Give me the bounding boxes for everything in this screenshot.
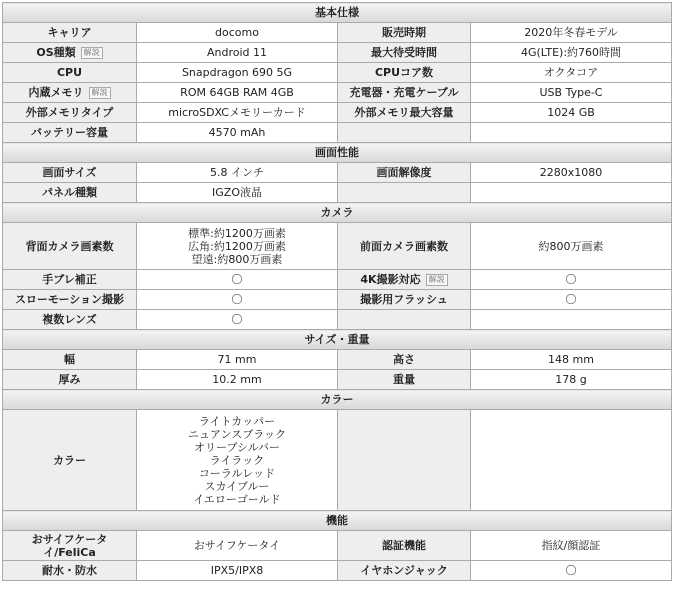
label: 認証機能 <box>338 531 471 561</box>
label: 手ブレ補正 <box>3 270 137 290</box>
value: 〇 <box>471 290 672 310</box>
section-header: カメラ <box>3 203 672 223</box>
label: 重量 <box>338 370 471 390</box>
section-header: 画面性能 <box>3 143 672 163</box>
value: docomo <box>137 23 338 43</box>
color-item: ライトカッパー <box>198 414 276 428</box>
value-line: 広角:約1200万画素 <box>188 239 286 253</box>
explain-badge[interactable]: 解説 <box>81 47 103 59</box>
value-line: 標準:約1200万画素 <box>188 226 286 240</box>
value: 〇 <box>471 270 672 290</box>
empty-cell <box>338 183 471 203</box>
label: 耐水・防水 <box>3 561 137 581</box>
label: キャリア <box>3 23 137 43</box>
label: バッテリー容量 <box>3 123 137 143</box>
value: 〇 <box>137 270 338 290</box>
value: microSDXCメモリーカード <box>137 103 338 123</box>
section-header: サイズ・重量 <box>3 330 672 350</box>
value: Snapdragon 690 5G <box>137 63 338 83</box>
empty-cell <box>471 183 672 203</box>
label-text: 内蔵メモリ <box>28 86 84 99</box>
value: Android 11 <box>137 43 338 63</box>
color-list <box>137 410 338 511</box>
value: IGZO液晶 <box>137 183 338 203</box>
label: スローモーション撮影 <box>3 290 137 310</box>
color-item: オリーブシルバー <box>194 440 280 454</box>
section-header: 基本仕様 <box>3 3 672 23</box>
value: 〇 <box>137 290 338 310</box>
value: 148 mm <box>471 350 672 370</box>
value: 1024 GB <box>471 103 672 123</box>
value: IPX5/IPX8 <box>137 561 338 581</box>
label <box>338 270 471 290</box>
value: 71 mm <box>137 350 338 370</box>
empty-cell <box>471 310 672 330</box>
value: おサイフケータイ <box>137 531 338 561</box>
value: 2280x1080 <box>471 163 672 183</box>
label: おサイフケータイ/FeliCa <box>3 531 137 561</box>
color-item: ライラック <box>209 453 265 467</box>
empty-cell <box>471 123 672 143</box>
value: 指紋/顔認証 <box>471 531 672 561</box>
label: 充電器・充電ケーブル <box>338 83 471 103</box>
label: イヤホンジャック <box>338 561 471 581</box>
label: 最大待受時間 <box>338 43 471 63</box>
spec-table <box>2 2 672 581</box>
label-text: OS種類 <box>36 46 76 59</box>
label: 画面解像度 <box>338 163 471 183</box>
label: 厚み <box>3 370 137 390</box>
label <box>3 83 137 103</box>
label: 幅 <box>3 350 137 370</box>
color-item: イエローゴールド <box>193 492 281 506</box>
label: 高さ <box>338 350 471 370</box>
value <box>137 223 338 270</box>
label: 販売時期 <box>338 23 471 43</box>
label: 外部メモリタイプ <box>3 103 137 123</box>
label <box>3 43 137 63</box>
label: CPU <box>3 63 137 83</box>
value: 〇 <box>137 310 338 330</box>
value: 約800万画素 <box>471 223 672 270</box>
label: 撮影用フラッシュ <box>338 290 471 310</box>
section-header: カラー <box>3 390 672 410</box>
empty-cell <box>471 410 672 511</box>
empty-cell <box>338 410 471 511</box>
empty-cell <box>338 310 471 330</box>
value: 〇 <box>471 561 672 581</box>
label: 外部メモリ最大容量 <box>338 103 471 123</box>
value: 5.8 インチ <box>137 163 338 183</box>
value: ROM 64GB RAM 4GB <box>137 83 338 103</box>
value: 4G(LTE):約760時間 <box>471 43 672 63</box>
value: 178 g <box>471 370 672 390</box>
value: USB Type-C <box>471 83 672 103</box>
explain-badge[interactable]: 解説 <box>426 274 448 286</box>
color-item: スカイブルー <box>204 479 270 493</box>
value: 2020年冬春モデル <box>471 23 672 43</box>
value: 4570 mAh <box>137 123 338 143</box>
explain-badge[interactable]: 解説 <box>89 87 111 99</box>
label: 複数レンズ <box>3 310 137 330</box>
empty-cell <box>338 123 471 143</box>
color-item: ニュアンスブラック <box>187 427 286 441</box>
value: オクタコア <box>471 63 672 83</box>
label: パネル種類 <box>3 183 137 203</box>
label: 背面カメラ画素数 <box>3 223 137 270</box>
color-item: コーラルレッド <box>198 466 276 480</box>
label: 画面サイズ <box>3 163 137 183</box>
label: 前面カメラ画素数 <box>338 223 471 270</box>
label-text: 4K撮影対応 <box>360 273 421 286</box>
section-header: 機能 <box>3 511 672 531</box>
label: カラー <box>3 410 137 511</box>
value-line: 望遠:約800万画素 <box>191 252 283 266</box>
label: CPUコア数 <box>338 63 471 83</box>
value: 10.2 mm <box>137 370 338 390</box>
